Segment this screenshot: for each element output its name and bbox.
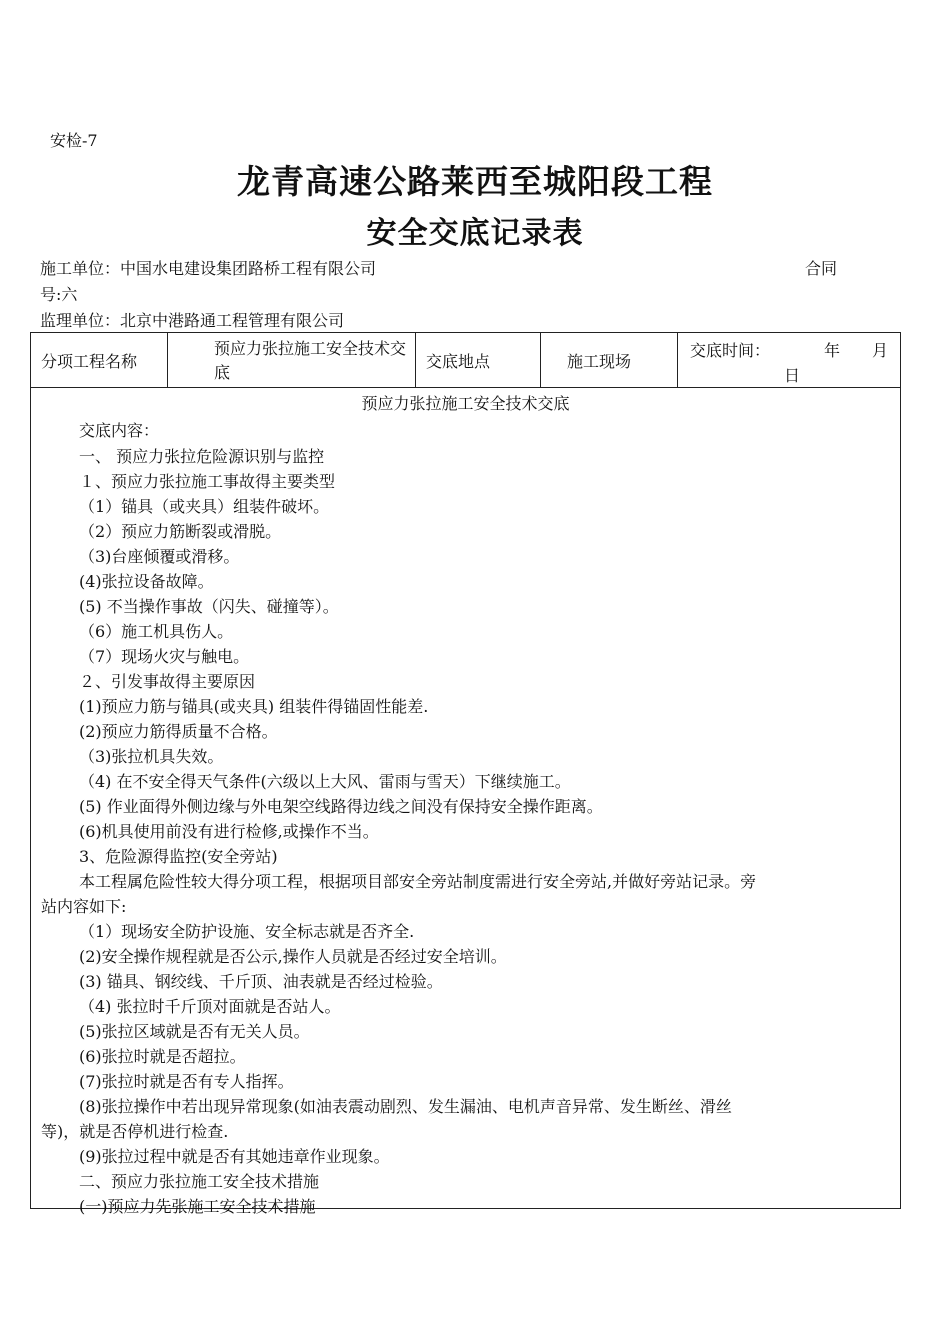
item-name-label: 分项工程名称 <box>41 351 138 371</box>
content-line: (5) 不当操作事故（闪失、碰撞等）。 <box>79 597 339 616</box>
time-month: 月 <box>872 341 889 360</box>
time-cell <box>678 333 900 387</box>
contract-label-part1: 合同 <box>805 259 838 278</box>
content-line: （2）预应力筋断裂或滑脱。 <box>79 522 282 541</box>
content-line: （6）施工机具伤人。 <box>79 622 234 641</box>
construction-unit: 施工单位：中国水电建设集团路桥工程有限公司 <box>40 259 377 278</box>
content-line: 等)，就是否停机进行检查. <box>41 1122 229 1141</box>
content-line: 3、危险源得监控(安全旁站) <box>79 847 278 866</box>
time-day: 日 <box>784 366 801 385</box>
location-value-cell <box>541 333 678 387</box>
location-label: 交底地点 <box>426 351 491 371</box>
content-line: (2)安全操作规程就是否公示,操作人员就是否经过安全培训。 <box>79 947 507 966</box>
table-header-row <box>31 333 900 388</box>
content-line: 交底内容： <box>79 421 160 440</box>
content-line: (7)张拉时就是否有专人指挥。 <box>79 1072 294 1091</box>
content-line: 二、预应力张拉施工安全技术措施 <box>79 1172 320 1191</box>
content-line: (5) 作业面得外侧边缘与外电架空线路得边线之间没有保持安全操作距离。 <box>79 797 603 816</box>
content-line: (4)张拉设备故障。 <box>79 572 214 591</box>
content-line: １、预应力张拉施工事故得主要类型 <box>79 472 336 491</box>
document-title: 龙青高速公路莱西至城阳段工程 <box>237 162 713 201</box>
content-line: (6)机具使用前没有进行检修,或操作不当。 <box>79 822 379 841</box>
item-name-value: 预应力张拉施工安全技术交底 <box>214 339 407 382</box>
content-line: ２、引发事故得主要原因 <box>79 672 256 691</box>
content-line: (8)张拉操作中若出现异常现象(如油表震动剧烈、发生漏油、电机声音异常、发生断丝、滑丝 <box>79 1097 732 1116</box>
content-line: (3) 锚具、钢绞线、千斤顶、油表就是否经过检验。 <box>79 972 443 991</box>
content-line: 一、 预应力张拉危险源识别与监控 <box>79 447 325 466</box>
time-year: 年 <box>824 341 841 360</box>
content-line: （1）锚具（或夹具）组装件破坏。 <box>79 497 330 516</box>
content-line: （7）现场火灾与触电。 <box>79 647 250 666</box>
supervision-unit: 监理单位：北京中港路通工程管理有限公司 <box>40 311 345 330</box>
section-title: 预应力张拉施工安全技术交底 <box>361 394 570 413</box>
time-label: 交底时间： <box>690 341 771 360</box>
content-line: (5)张拉区域就是否有无关人员。 <box>79 1022 310 1041</box>
item-name-label-cell <box>31 333 168 387</box>
content-line: (9)张拉过程中就是否有其她违章作业现象。 <box>79 1147 390 1166</box>
location-value: 施工现场 <box>567 351 632 371</box>
content-line: 站内容如下: <box>41 897 127 916</box>
contract-label-part2: 号:六 <box>40 285 78 304</box>
form-code: 安检-7 <box>50 131 98 150</box>
content-line: （1）现场安全防护设施、安全标志就是否齐全. <box>79 922 415 941</box>
content-line: （4) 在不安全得天气条件(六级以上大风、雷雨与雪天）下继续施工。 <box>79 772 571 791</box>
content-line: (一)预应力先张施工安全技术措施 <box>79 1197 316 1216</box>
location-label-cell <box>416 333 541 387</box>
document-subtitle: 安全交底记录表 <box>366 216 584 251</box>
content-line: (6)张拉时就是否超拉。 <box>79 1047 246 1066</box>
item-name-value-cell <box>168 333 416 387</box>
record-table <box>30 332 901 1216</box>
content-line: (2)预应力筋得质量不合格。 <box>79 722 278 741</box>
content-line: （3)台座倾覆或滑移。 <box>79 547 240 566</box>
content-line: （4) 张拉时千斤顶对面就是否站人。 <box>79 997 341 1016</box>
content-line: （3)张拉机具失效。 <box>79 747 224 766</box>
content-line: (1)预应力筋与锚具(或夹具) 组装件得锚固性能差. <box>79 697 429 716</box>
content-line: 本工程属危险性较大得分项工程，根据项目部安全旁站制度需进行安全旁站,并做好旁站记录。旁 <box>79 872 757 891</box>
